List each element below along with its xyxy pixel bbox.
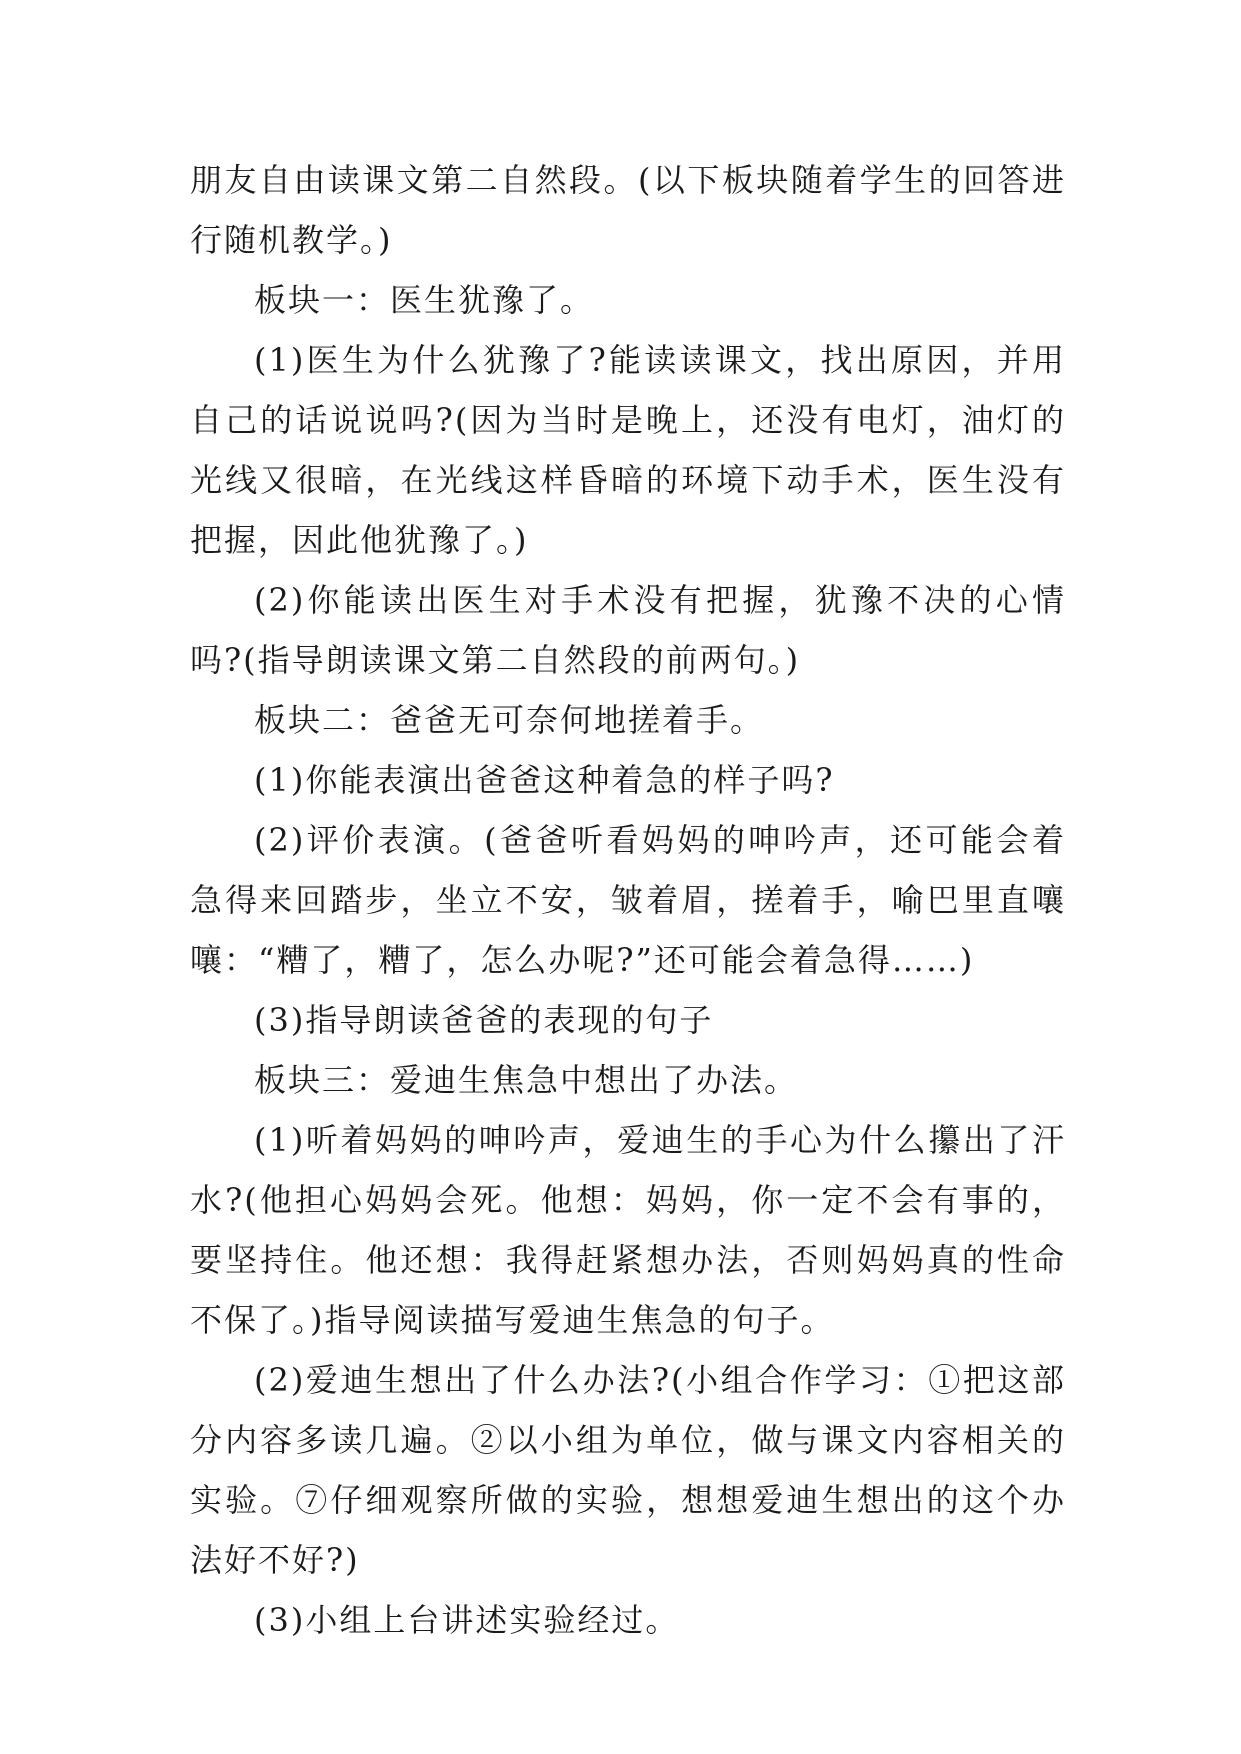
paragraph: (2)爱迪生想出了什么办法?(小组合作学习：①把这部分内容多读几遍。②以小组为单位，做与课文内容相关的实验。⑦仔细观察所做的实验，想想爱迪生想出的这个办法好不好?) <box>190 1361 1066 1579</box>
paragraph: (1)医生为什么犹豫了?能读读课文，找出原因，并用自己的话说说吗?(因为当时是晚上，还没有电灯，油灯的光线又很暗，在光线这样昏暗的环境下动手术，医生没有把握，因此他犹豫了。) <box>190 341 1066 559</box>
paragraph: 朋友自由读课文第二自然段。(以下板块随着学生的回答进行随机教学。) <box>190 161 1066 259</box>
paragraph: (2)评价表演。(爸爸听看妈妈的呻吟声，还可能会着急得来回踏步，坐立不安，皱着眉，搓着手，喻巴里直嚷嚷：“糟了，糟了，怎么办呢?”还可能会着急得……) <box>190 821 1066 979</box>
document-page <box>190 150 1066 1650</box>
paragraph: (3)小组上台讲述实验经过。 <box>254 1601 680 1639</box>
section-heading: 板块二：爸爸无可奈何地搓着手。 <box>254 701 765 739</box>
section-heading: 板块一：医生犹豫了。 <box>254 281 595 319</box>
paragraph: (1)听着妈妈的呻吟声，爱迪生的手心为什么攥出了汗水?(他担心妈妈会死。他想：妈妈，你一定不会有事的，要坚持住。他还想：我得赶紧想办法，否则妈妈真的性命不保了。)指导阅读描写爱迪生焦急的句子。 <box>190 1121 1066 1339</box>
section-heading: 板块三：爱迪生焦急中想出了办法。 <box>254 1061 799 1099</box>
paragraph: (3)指导朗读爸爸的表现的句子 <box>254 1001 714 1039</box>
paragraph: (1)你能表演出爸爸这种着急的样子吗? <box>254 761 835 799</box>
paragraph: (2)你能读出医生对手术没有把握，犹豫不决的心情吗?(指导朗读课文第二自然段的前两句。) <box>190 581 1066 679</box>
